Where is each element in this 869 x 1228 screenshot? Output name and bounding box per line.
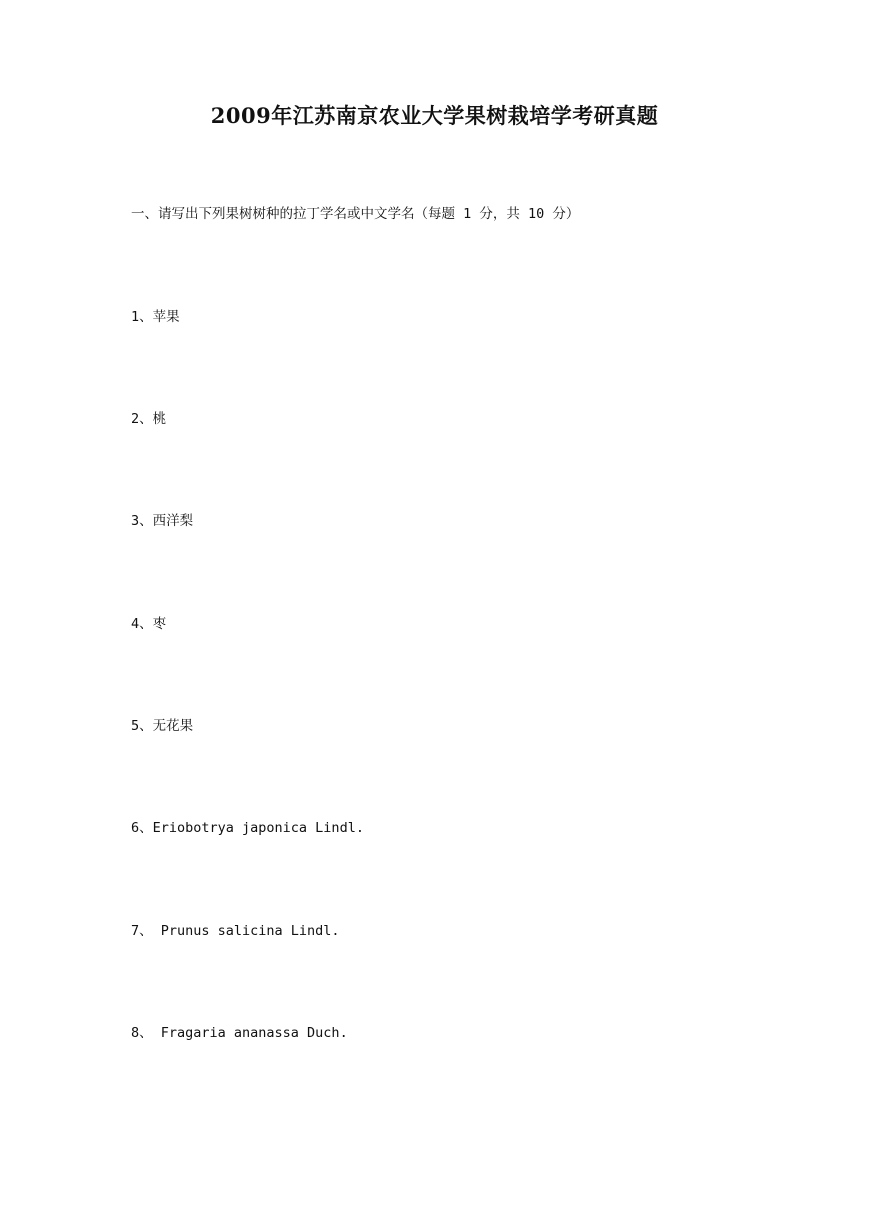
question-item: 2、桃: [131, 411, 167, 427]
question-item: 8、 Fragaria ananassa Duch.: [131, 1025, 348, 1041]
section-heading: 一、请写出下列果树树种的拉丁学名或中文学名（每题 1 分，共 10 分）: [131, 206, 580, 222]
question-item: 1、苹果: [131, 309, 180, 325]
question-item: 6、Eriobotrya japonica Lindl.: [131, 820, 364, 836]
question-item: 5、无花果: [131, 718, 194, 734]
question-item: 4、枣: [131, 616, 167, 632]
page-title: 2009年江苏南京农业大学果树栽培学考研真题: [210, 103, 659, 128]
question-item: 3、西洋梨: [131, 513, 194, 529]
question-item: 7、 Prunus salicina Lindl.: [131, 923, 340, 939]
